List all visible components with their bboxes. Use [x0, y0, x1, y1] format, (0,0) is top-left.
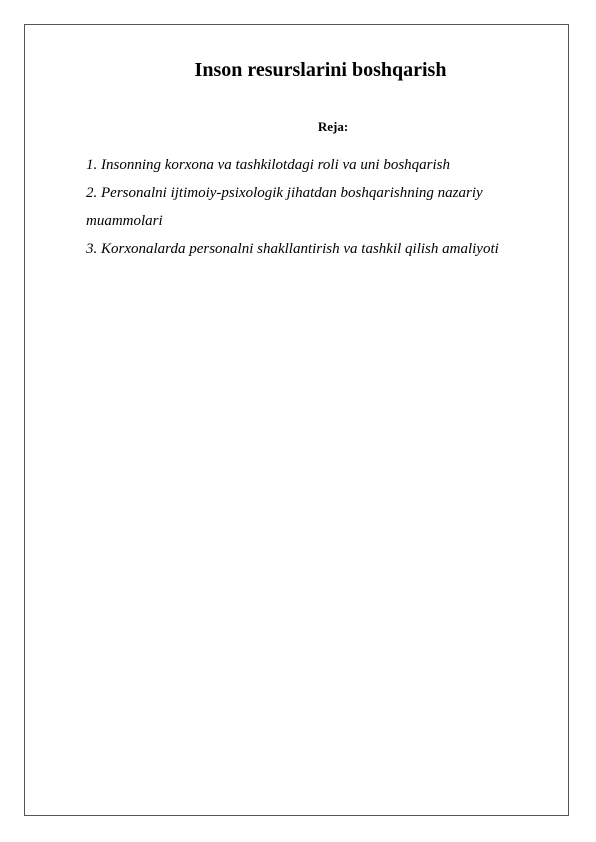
- plan-heading: Reja:: [317, 119, 349, 134]
- plan-item-1: 1. Insonning korxona va tashkilotdagi roli va uni boshqarish: [86, 157, 451, 173]
- document-title: Inson resurslarini boshqarish: [194, 59, 447, 81]
- page-border: [24, 24, 569, 816]
- plan-list: [86, 151, 546, 263]
- plan-item-2: 2. Personalni ijtimoiy-psixologik jihatdan boshqarishning nazariy muammolari: [86, 185, 483, 229]
- plan-item-3: 3. Korxonalarda personalni shakllantirish va tashkil qilish amaliyoti: [86, 241, 499, 257]
